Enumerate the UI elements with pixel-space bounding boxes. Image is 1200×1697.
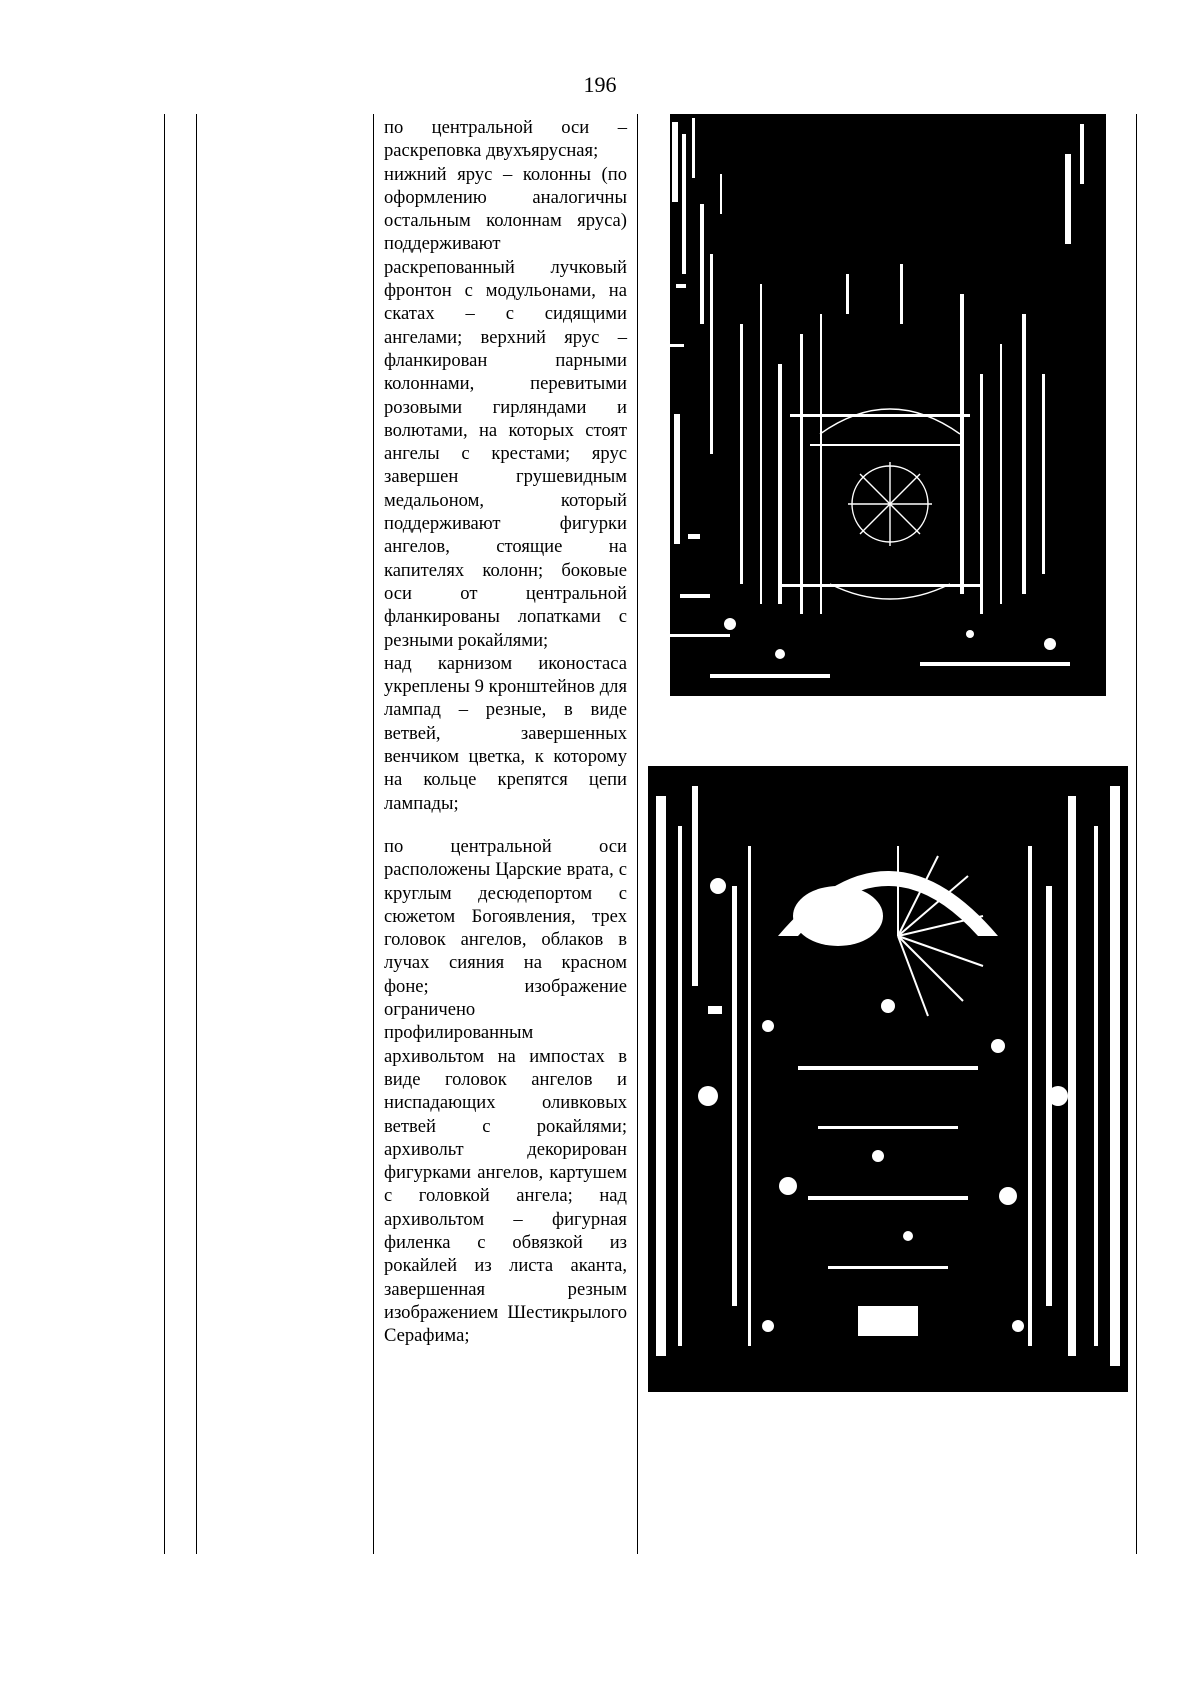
royal-doors-photo [648, 766, 1128, 1392]
iconostasis-photo-icon [670, 114, 1106, 696]
description-block-2 [384, 835, 627, 1348]
description-block-1 [384, 116, 627, 815]
table-border-left [164, 114, 165, 1554]
table-border-right [1136, 114, 1137, 1554]
table-divider-3 [637, 114, 638, 1554]
iconostasis-photo [670, 114, 1106, 696]
description-paragraph: над карнизом иконостаса укреплены 9 кронштейнов для лампад – резные, в виде ветвей, завершенных венчиком цветка, к которому на кольце крепятся цепи лампады; [384, 652, 627, 814]
page-number: 196 [583, 72, 617, 97]
royal-doors-photo-icon [648, 766, 1128, 1392]
table-divider-1 [196, 114, 197, 1554]
description-paragraph: нижний ярус – колонны (по оформлению аналогичны остальным колоннам яруса) поддерживают раскрепованный лучковый фронтон с модульонами, на скатах – с сидящими ангелами; верхний ярус – фланкирован парными колоннами, перевитыми розовыми гирляндами и волютами, на которых стоят ангелы с крестами; ярус завершен грушевидным медальоном, который поддерживают фигурки ангелов, стоящие на капителях колонн; боковые оси от центральной фланкированы лопатками с резными рокайлями; [384, 163, 627, 651]
description-paragraph: по центральной оси расположены Царские врата, с круглым десюдепортом с сюжетом Богоявления, трех головок ангелов, облаков в лучах сияния на красном фоне; изображение ограничено профилированным архивольтом на импостах в виде головок ангелов и ниспадающих оливковых ветвей с рокайлями; архивольт декорирован фигурками ангелов, картушем с головкой ангела; над архивольтом – фигурная филенка с обвязкой из рокайлей из листа аканта, завершенная резным изображением Шестикрылого Серафима; [384, 836, 627, 1347]
table-divider-2 [373, 114, 374, 1554]
description-paragraph: по центральной оси – раскреповка двухъярусная; [384, 117, 627, 162]
